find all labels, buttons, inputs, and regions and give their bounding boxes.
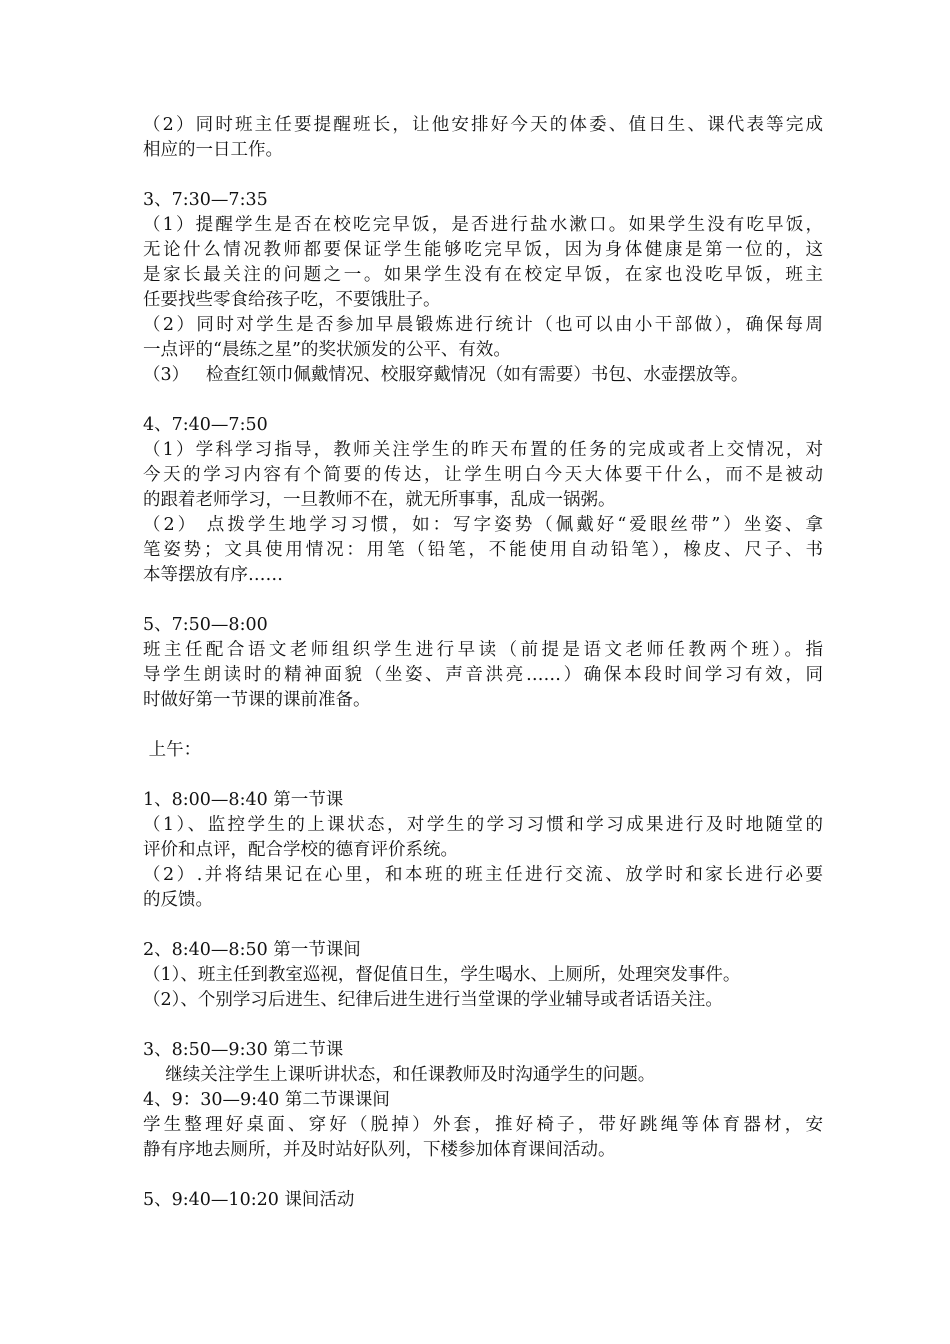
paragraph-line: 时做好第一节课的课前准备。 (143, 690, 371, 710)
section-activity (143, 1188, 823, 1213)
paragraph-line: （1）、监控学生的上课状态，对学生的学习习惯和学习成果进行及时地随堂的 (143, 815, 823, 835)
paragraph-line: （1）学科学习指导，教师关注学生的昨天布置的任务的完成或者上交情况，对 (143, 440, 823, 460)
paragraph-line: 静有序地去厕所，并及时站好队列，下楼参加体育课间活动。 (143, 1140, 616, 1160)
paragraph-line: 是家长最关注的问题之一。如果学生没有在校定早饭，在家也没吃早饭，班主 (143, 265, 823, 285)
section-period-1 (143, 788, 823, 913)
section-740-750 (143, 413, 823, 588)
paragraph-line: 一点评的“晨练之星”的奖状颁发的公平、有效。 (143, 340, 511, 360)
paragraph-line: （1）、班主任到教室巡视，督促值日生，学生喝水、上厕所，处理突发事件。 (143, 965, 741, 985)
paragraph-line: （1）提醒学生是否在校吃完早饭，是否进行盐水漱口。如果学生没有吃早饭， (143, 215, 823, 235)
paragraph-line: 任要找些零食给孩子吃，不要饿肚子。 (143, 290, 441, 310)
section-heading: 4、9：30—9:40 第二节课课间 (143, 1090, 390, 1110)
section-heading: 5、9:40—10:20 课间活动 (143, 1190, 355, 1210)
document-page (143, 113, 823, 1213)
paragraph-line: 继续关注学生上课听讲状态，和任课教师及时沟通学生的问题。 (143, 1065, 656, 1085)
section-class-monitor-note (143, 113, 823, 163)
paragraph-line: （2）同时班主任要提醒班长，让他安排好今天的体委、值日生、课代表等完成 (143, 115, 823, 135)
paragraph-line: 评价和点评，配合学校的德育评价系统。 (143, 840, 458, 860)
section-title-morning: 上午： (143, 740, 202, 760)
paragraph-line: 学生整理好桌面、穿好（脱掉）外套，推好椅子，带好跳绳等体育器材，安 (143, 1115, 823, 1135)
section-heading: 3、7:30—7:35 (143, 190, 268, 210)
paragraph-line: 班主任配合语文老师组织学生进行早读（前提是语文老师任教两个班）。指 (143, 640, 823, 660)
paragraph-line: （2） 点拨学生地学习习惯，如：写字姿势（佩戴好“爱眼丝带”）坐姿、拿 (143, 515, 823, 535)
paragraph-line: 本等摆放有序…… (143, 565, 283, 585)
section-heading: 4、7:40—7:50 (143, 415, 268, 435)
section-morning (143, 738, 823, 763)
paragraph-line: 笔姿势；文具使用情况：用笔（铅笔，不能使用自动铅笔），橡皮、尺子、书 (143, 540, 823, 560)
section-period-2-and-break (143, 1038, 823, 1163)
paragraph-line: （2）同时对学生是否参加早晨锻炼进行统计（也可以由小干部做），确保每周 (143, 315, 823, 335)
section-heading: 5、7:50—8:00 (143, 615, 268, 635)
section-heading: 2、8:40—8:50 第一节课间 (143, 940, 361, 960)
paragraph-line: （2）、个别学习后进生、纪律后进生进行当堂课的学业辅导或者话语关注。 (143, 990, 723, 1010)
paragraph-line: 相应的一日工作。 (143, 140, 283, 160)
paragraph-line: 无论什么情况教师都要保证学生能够吃完早饭，因为身体健康是第一位的，这 (143, 240, 823, 260)
section-heading: 1、8:00—8:40 第一节课 (143, 790, 344, 810)
paragraph-line: （2）.并将结果记在心里，和本班的班主任进行交流、放学时和家长进行必要 (143, 865, 823, 885)
paragraph-line: 的跟着老师学习，一旦教师不在，就无所事事，乱成一锅粥。 (143, 490, 616, 510)
section-break-1 (143, 938, 823, 1013)
paragraph-line: （3） 检查红领巾佩戴情况、校服穿戴情况（如有需要）书包、水壶摆放等。 (143, 365, 749, 385)
paragraph-line: 的反馈。 (143, 890, 213, 910)
section-heading: 3、8:50—9:30 第二节课 (143, 1040, 344, 1060)
paragraph-line: 导学生朗读时的精神面貌（坐姿、声音洪亮……）确保本段时间学习有效，同 (143, 665, 823, 685)
paragraph-line: 今天的学习内容有个简要的传达，让学生明白今天大体要干什么，而不是被动 (143, 465, 823, 485)
section-750-800 (143, 613, 823, 713)
section-730-735 (143, 188, 823, 388)
